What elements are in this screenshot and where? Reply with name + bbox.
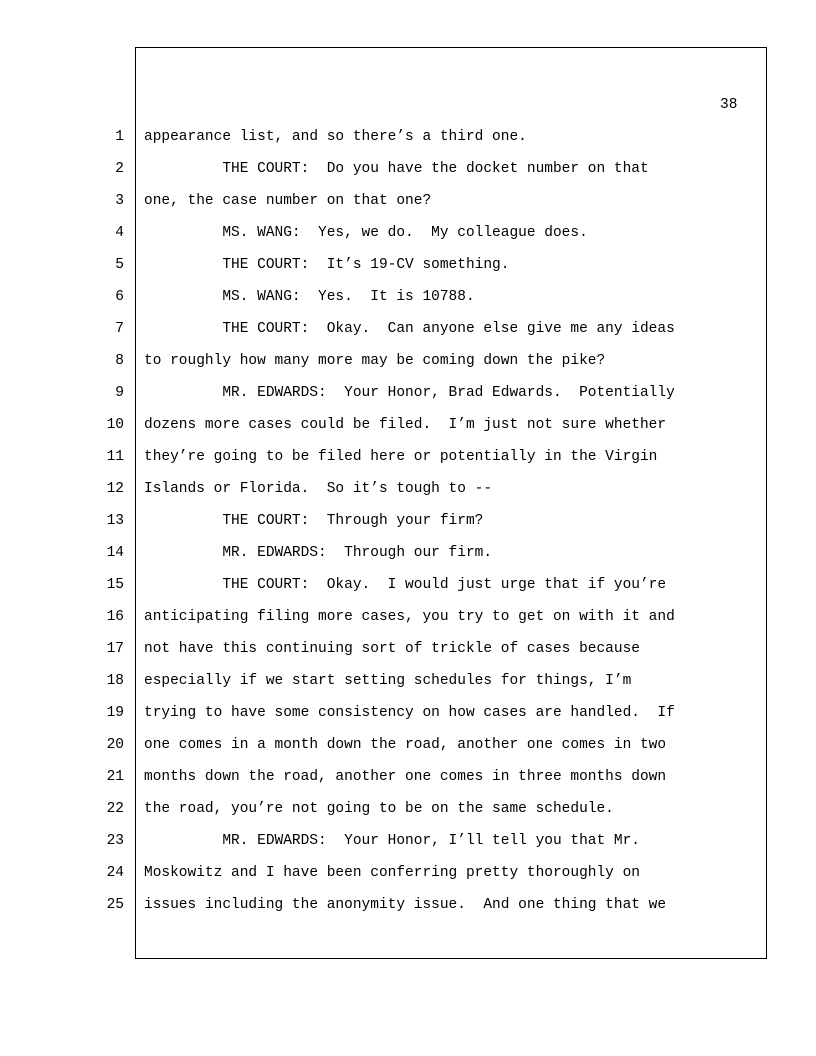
transcript-line (0, 864, 816, 896)
transcript-line (0, 800, 816, 832)
transcript-line (0, 608, 816, 640)
transcript-line (0, 768, 816, 800)
transcript-line (0, 320, 816, 352)
transcript-line (0, 224, 816, 256)
line-number: 24 (106, 865, 124, 881)
line-number: 25 (106, 897, 124, 913)
line-text: one, the case number on that one? (144, 193, 432, 209)
line-text: THE COURT: Okay. I would just urge that if you’re (144, 577, 667, 593)
line-text: the road, you’re not going to be on the same schedule. (144, 801, 614, 817)
transcript-line (0, 480, 816, 512)
line-text: THE COURT: Through your firm? (144, 513, 484, 529)
line-number: 16 (106, 609, 124, 625)
line-number: 5 (115, 257, 124, 273)
line-number: 13 (106, 513, 124, 529)
line-text: MR. EDWARDS: Through our firm. (144, 545, 493, 561)
line-number: 9 (115, 385, 124, 401)
transcript-line (0, 512, 816, 544)
line-text: months down the road, another one comes in three months down (144, 769, 667, 785)
transcript-line (0, 160, 816, 192)
transcript-lines (0, 128, 816, 928)
transcript-line (0, 704, 816, 736)
line-text: MR. EDWARDS: Your Honor, Brad Edwards. Potentially (144, 385, 675, 401)
transcript-line (0, 256, 816, 288)
line-number: 2 (115, 161, 124, 177)
line-number: 19 (106, 705, 124, 721)
line-text: one comes in a month down the road, another one comes in two (144, 737, 667, 753)
line-number: 12 (106, 481, 124, 497)
line-text: MS. WANG: Yes, we do. My colleague does. (144, 225, 588, 241)
line-text: anticipating filing more cases, you try to get on with it and (144, 609, 675, 625)
line-text: MS. WANG: Yes. It is 10788. (144, 289, 475, 305)
line-number: 23 (106, 833, 124, 849)
transcript-line (0, 288, 816, 320)
line-number: 21 (106, 769, 124, 785)
transcript-line (0, 576, 816, 608)
transcript-line (0, 640, 816, 672)
line-text: appearance list, and so there’s a third one. (144, 129, 527, 145)
line-number: 1 (115, 129, 124, 145)
line-number: 18 (106, 673, 124, 689)
transcript-line (0, 416, 816, 448)
line-text: THE COURT: Do you have the docket number on that (144, 161, 649, 177)
line-text: Moskowitz and I have been conferring pretty thoroughly on (144, 865, 640, 881)
line-number: 20 (106, 737, 124, 753)
page-number: 38 (720, 97, 738, 113)
line-number: 17 (106, 641, 124, 657)
line-text: especially if we start setting schedules for things, I’m (144, 673, 632, 689)
line-text: Islands or Florida. So it’s tough to -- (144, 481, 493, 497)
transcript-line (0, 192, 816, 224)
line-number: 6 (115, 289, 124, 305)
line-text: dozens more cases could be filed. I’m just not sure whether (144, 417, 667, 433)
line-text: THE COURT: It’s 19-CV something. (144, 257, 510, 273)
line-number: 3 (115, 193, 124, 209)
transcript-line (0, 352, 816, 384)
line-number: 14 (106, 545, 124, 561)
line-number: 22 (106, 801, 124, 817)
line-number: 15 (106, 577, 124, 593)
transcript-line (0, 896, 816, 928)
transcript-line (0, 672, 816, 704)
line-text: THE COURT: Okay. Can anyone else give me any ideas (144, 321, 675, 337)
line-number: 10 (106, 417, 124, 433)
line-number: 11 (106, 449, 124, 465)
transcript-line (0, 544, 816, 576)
transcript-line (0, 448, 816, 480)
line-number: 8 (115, 353, 124, 369)
line-text: to roughly how many more may be coming down the pike? (144, 353, 606, 369)
line-text: not have this continuing sort of trickle of cases because (144, 641, 640, 657)
line-text: MR. EDWARDS: Your Honor, I’ll tell you that Mr. (144, 833, 640, 849)
line-text: trying to have some consistency on how cases are handled. If (144, 705, 675, 721)
line-number: 7 (115, 321, 124, 337)
transcript-line (0, 736, 816, 768)
line-text: issues including the anonymity issue. And one thing that we (144, 897, 667, 913)
transcript-line (0, 128, 816, 160)
transcript-line (0, 832, 816, 864)
transcript-line (0, 384, 816, 416)
line-text: they’re going to be filed here or potentially in the Virgin (144, 449, 658, 465)
line-number: 4 (115, 225, 124, 241)
